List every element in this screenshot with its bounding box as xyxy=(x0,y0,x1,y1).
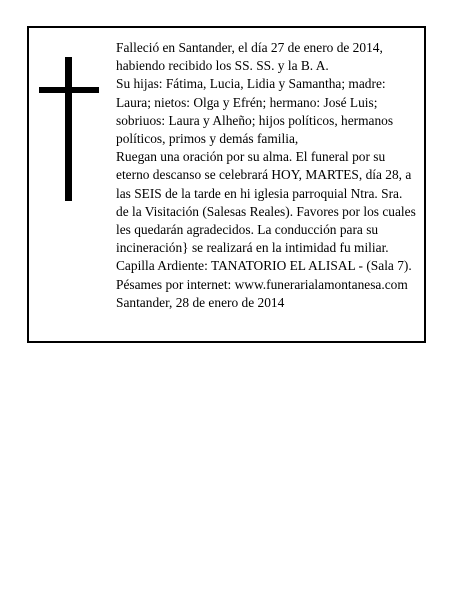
notice-line: Laura; nietos: Olga y Efrén; hermano: José Luis; xyxy=(116,94,378,110)
notice-line: eterno descanso se celebrará HOY, MARTES, día 28, a xyxy=(116,167,412,183)
notice-line: de la Visitación (Salesas Reales). Favores por los cuales xyxy=(116,203,416,219)
cross-vertical-bar xyxy=(65,57,72,201)
notice-body xyxy=(116,39,426,312)
notice-line: incineración} se realizará en la intimidad fu miliar. xyxy=(116,240,389,256)
notice-line: habiendo recibido los SS. SS. y la B. A. xyxy=(116,58,329,74)
latin-cross-icon xyxy=(39,57,99,201)
notice-line: políticos, primos y demás familia, xyxy=(116,131,299,147)
notice-line: Ruegan una oración por su alma. El funeral por su xyxy=(116,149,386,165)
notice-line: las SEIS de la tarde en hi iglesia parroquial Ntra. Sra. xyxy=(116,185,403,201)
notice-line: Falleció en Santander, el día 27 de enero de 2014, xyxy=(116,40,383,55)
notice-line: Su hijas: Fátima, Lucia, Lidia y Samantha; madre: xyxy=(116,76,386,92)
notice-line: Santander, 28 de enero de 2014 xyxy=(116,294,285,310)
notice-line: sobriuos: Laura y Alheño; hijos políticos, hermanos xyxy=(116,112,394,128)
notice-line: les quedarán agradecidos. La conducción para su xyxy=(116,222,379,238)
cross-horizontal-bar xyxy=(39,87,99,93)
obituary-notice xyxy=(27,26,426,343)
notice-line: Pésames por internet: www.funerarialamontanesa.com xyxy=(116,276,408,292)
notice-line: Capilla Ardiente: TANATORIO EL ALISAL - (Sala 7). xyxy=(116,258,412,274)
